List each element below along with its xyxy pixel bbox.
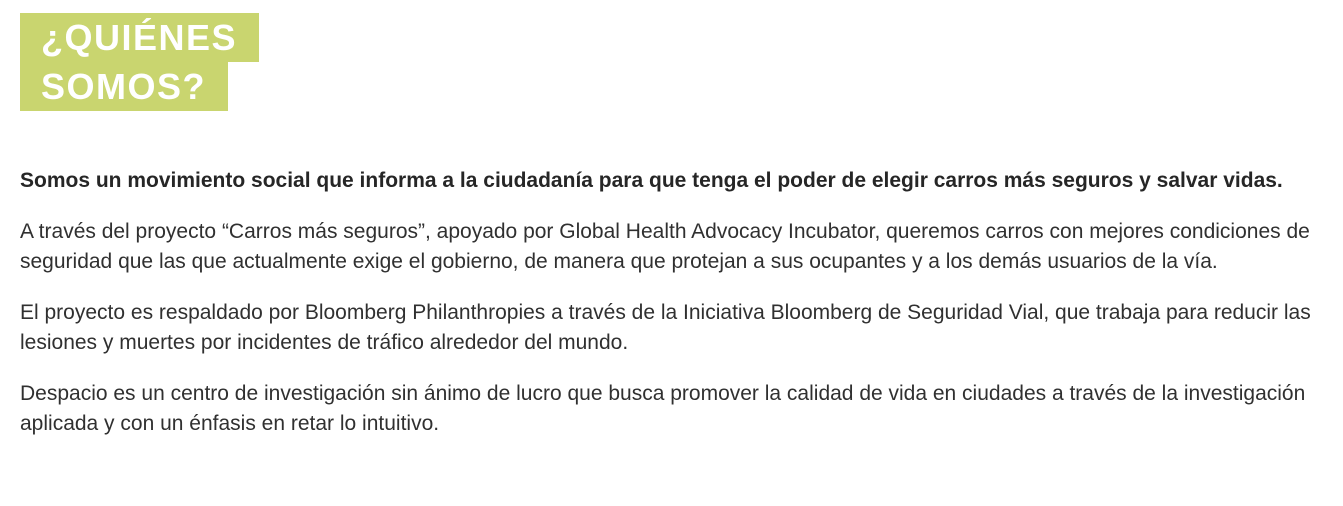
mission-statement-paragraph: Somos un movimiento social que informa a la ciudadanía para que tenga el poder de elegir carros más seguros y salvar vidas. [20,169,1283,192]
page-title-line-1: ¿QUIÉNES [20,13,259,62]
despacio-description-paragraph: Despacio es un centro de investigación sin ánimo de lucro que busca promover la calidad de vida en ciudades a través de la investigación aplicada y con un énfasis en retar lo intuitivo. [20,382,1306,435]
project-description-paragraph: A través del proyecto “Carros más seguros”, apoyado por Global Health Advocacy Incubator, queremos carros con mejores condiciones de seguridad que las que actualmente exige el gobierno, de manera que protejan a sus ocupantes y a los demás usuarios de la vía. [20,220,1310,273]
page-title-line-2: SOMOS? [20,62,228,111]
page-title [20,13,1321,111]
bloomberg-support-paragraph: El proyecto es respaldado por Bloomberg Philanthropies a través de la Iniciativa Bloomberg de Seguridad Vial, que trabaja para reducir las lesiones y muertes por incidentes de tráfico alrededor del mundo. [20,301,1311,354]
about-body [20,166,1321,439]
